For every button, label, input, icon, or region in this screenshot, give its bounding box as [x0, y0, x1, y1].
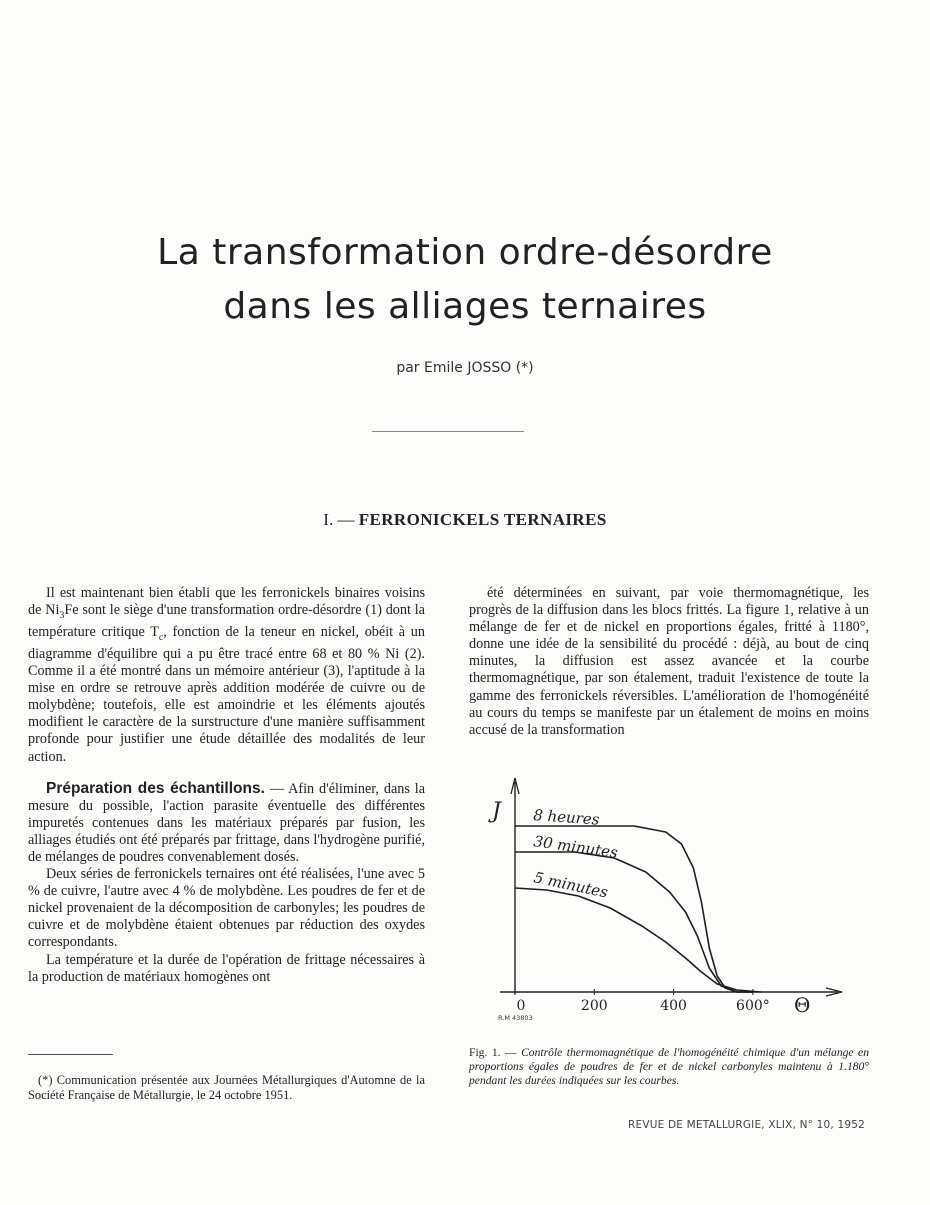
- para2-text: — Afin d'éliminer, dans la mesure du possible, l'action parasite éventuelle des différentes impuretés contenues dans les matériaux préparés par fusion, les alliages étudiés ont été préparés par frittage, dans l'hydrogène purifié, de mélanges de poudres convenablement dosés.: [28, 780, 425, 865]
- x-tick-label: 200: [580, 998, 608, 1014]
- para1-subscript-2: c: [158, 631, 164, 643]
- title-line-1: La transformation ordre-désordre: [157, 232, 773, 273]
- title-divider: [372, 431, 524, 432]
- subheading-preparation: Préparation des échantillons.: [46, 779, 265, 797]
- left-paragraph-4: La température et la durée de l'opération de frittage nécessaires à la production de matériaux homogènes ont: [28, 951, 425, 985]
- footnote-text: (*) Communication présentée aux Journées Métallurgiques d'Automne de la Société Française de Métallurgie, le 24 octobre 1951.: [28, 1073, 425, 1102]
- curve-label: 5 minutes: [532, 868, 610, 902]
- section-title: FERRONICKELS TERNAIRES: [358, 510, 607, 529]
- curve-label: 8 heures: [532, 806, 601, 829]
- left-paragraph-2: [28, 780, 425, 866]
- figure-1-chart: [482, 772, 852, 1027]
- left-column: [28, 585, 425, 986]
- section-heading: [0, 510, 930, 530]
- right-column: [469, 585, 869, 739]
- x-ticks: [515, 989, 770, 1014]
- caption-text: Contrôle thermomagnétique de l'homogénéité chimique d'un mélange en proportions égales de poudres de fer et de nickel carbonyles maintenu à 1.180° pendant les durées indiquées sur les courbes.: [469, 1046, 869, 1087]
- x-tick-label: 0: [516, 998, 526, 1014]
- byline: par Emile JOSSO (*): [396, 360, 534, 376]
- journal-footer: REVUE DE METALLURGIE, XLIX, N° 10, 1952: [627, 1119, 865, 1131]
- left-paragraph-3: Deux séries de ferronickels ternaires ont été réalisées, l'une avec 5 % de cuivre, l'autre avec 4 % de molybdène. Les poudres de fer et de nickel provenaient de la décomposition de carbonyles; les poudres de cuivre et de molybdène étaient obtenues par réduction des oxydes correspondants.: [28, 866, 425, 951]
- x-tick-label: 400: [660, 998, 687, 1014]
- para1-subscript: 3: [59, 609, 65, 621]
- curve-label: 30 minutes: [532, 832, 619, 862]
- curve-labels: [532, 806, 619, 902]
- para1-text-a: Il est maintenant bien établi que les ferronickels binaires voisins de Ni: [28, 585, 425, 619]
- left-paragraph-1: [28, 585, 425, 766]
- section-number: I. —: [323, 510, 355, 529]
- footnote-divider: [28, 1054, 113, 1055]
- right-paragraph-1: été déterminées en suivant, par voie thermomagnétique, les progrès de la diffusion dans les blocs frittés. La figure 1, relative à un mélange de fer et de nickel en proportions égales, fritté à 1180°, donne une idée de la sensibilité du procédé : déjà, au bout de cinq minutes, la diffusion est assez avancée et la courbe thermomagnétique, par son étalement, traduit l'existence de toute la gamme des ferronickels réversibles. L'amélioration de l'homogénéité au cours du temps se manifeste par un étalement de moins en moins accusé de la transformation: [469, 585, 869, 738]
- figure-stamp: R.M 43803: [498, 1014, 533, 1022]
- x-axis-label: Θ: [794, 993, 811, 1017]
- footnote: [28, 1073, 425, 1103]
- caption-label: Fig. 1. —: [469, 1046, 522, 1059]
- curve-line: [515, 888, 761, 992]
- y-axis-label: J: [492, 799, 501, 824]
- para1-text-b: Fe sont le siège d'une transformation ordre-désordre (1) dont la température critique T: [28, 602, 425, 641]
- x-tick-label: 600°: [736, 998, 770, 1014]
- para1-text-c: , fonction de la teneur en nickel, obéit à un diagramme d'équilibre qui a pu être tracé entre 68 et 80 % Ni (2). Comme il a été montré dans un mémoire antérieur (3), l'aptitude à la mise en ordre se retrouve après addition modérée de cuivre ou de molybdène; toutefois, elle est amoindrie et les éléments ajoutés modifient le caractère de la surstructure d'une manière suffisamment profonde pour justifier une étude détaillée des modalités de leur action.: [28, 624, 425, 765]
- article-title: [0, 226, 930, 334]
- title-line-2: dans les alliages ternaires: [223, 286, 707, 327]
- figure-caption: [469, 1046, 869, 1088]
